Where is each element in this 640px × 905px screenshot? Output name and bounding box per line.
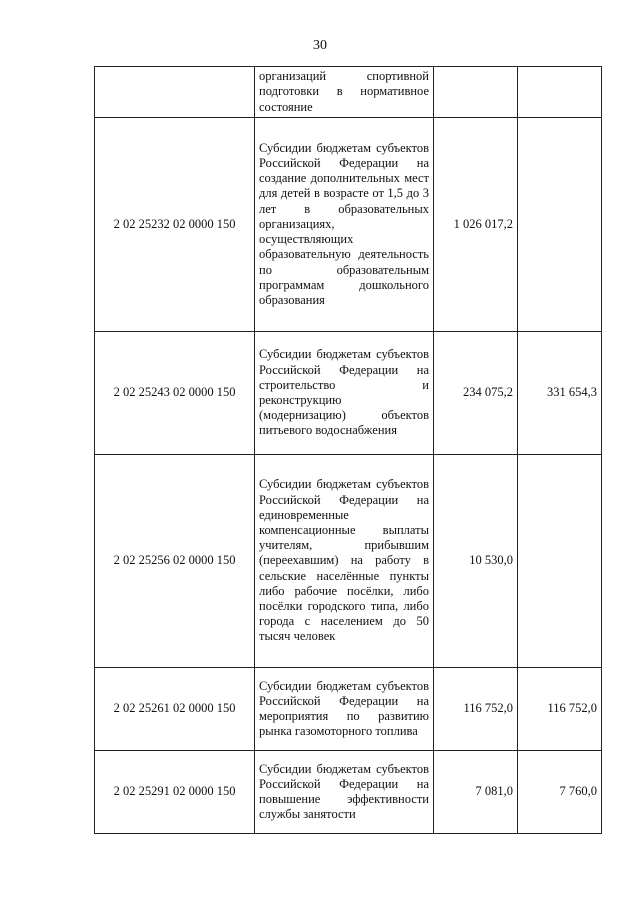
description-cell: Субсидии бюджетам субъектов Российской Федерации на повышение эффективности службы занятости	[255, 751, 434, 834]
budget-table	[94, 66, 602, 834]
value-2-cell: 331 654,3	[518, 332, 602, 455]
table-row	[95, 67, 602, 118]
budget-code-cell: 2 02 25291 02 0000 150	[95, 751, 255, 834]
value-2-cell	[518, 455, 602, 668]
budget-code-cell	[95, 67, 255, 118]
table-row	[95, 668, 602, 751]
budget-code-cell: 2 02 25243 02 0000 150	[95, 332, 255, 455]
description-cell: Субсидии бюджетам субъектов Российской Федерации на мероприятия по развитию рынка газомоторного топлива	[255, 668, 434, 751]
budget-code-cell: 2 02 25232 02 0000 150	[95, 118, 255, 332]
value-2-cell	[518, 118, 602, 332]
description-cell: Субсидии бюджетам субъектов Российской Федерации на создание дополнительных мест для детей в возрасте от 1,5 до 3 лет в образовательных организациях, осуществляющих образовательную деятельность по образовательным программам дошкольного образования	[255, 118, 434, 332]
description-cell: организаций спортивной подготовки в нормативное состояние	[255, 67, 434, 118]
value-2-cell	[518, 67, 602, 118]
value-1-cell: 7 081,0	[434, 751, 518, 834]
page-number: 30	[313, 38, 327, 53]
table-row	[95, 455, 602, 668]
value-2-cell: 7 760,0	[518, 751, 602, 834]
table-row	[95, 332, 602, 455]
table-row	[95, 118, 602, 332]
value-1-cell: 10 530,0	[434, 455, 518, 668]
table-row	[95, 751, 602, 834]
value-1-cell: 116 752,0	[434, 668, 518, 751]
value-1-cell: 234 075,2	[434, 332, 518, 455]
value-1-cell	[434, 67, 518, 118]
description-cell: Субсидии бюджетам субъектов Российской Федерации на единовременные компенсационные выплаты учителям, прибывшим (переехавшим) на работу в сельские населённые пункты либо рабочие посёлки, либо посёлки городского типа, либо города с населением до 50 тысяч человек	[255, 455, 434, 668]
budget-code-cell: 2 02 25261 02 0000 150	[95, 668, 255, 751]
budget-code-cell: 2 02 25256 02 0000 150	[95, 455, 255, 668]
value-2-cell: 116 752,0	[518, 668, 602, 751]
value-1-cell: 1 026 017,2	[434, 118, 518, 332]
description-cell: Субсидии бюджетам субъектов Российской Федерации на строительство и реконструкцию (модернизацию) объектов питьевого водоснабжения	[255, 332, 434, 455]
